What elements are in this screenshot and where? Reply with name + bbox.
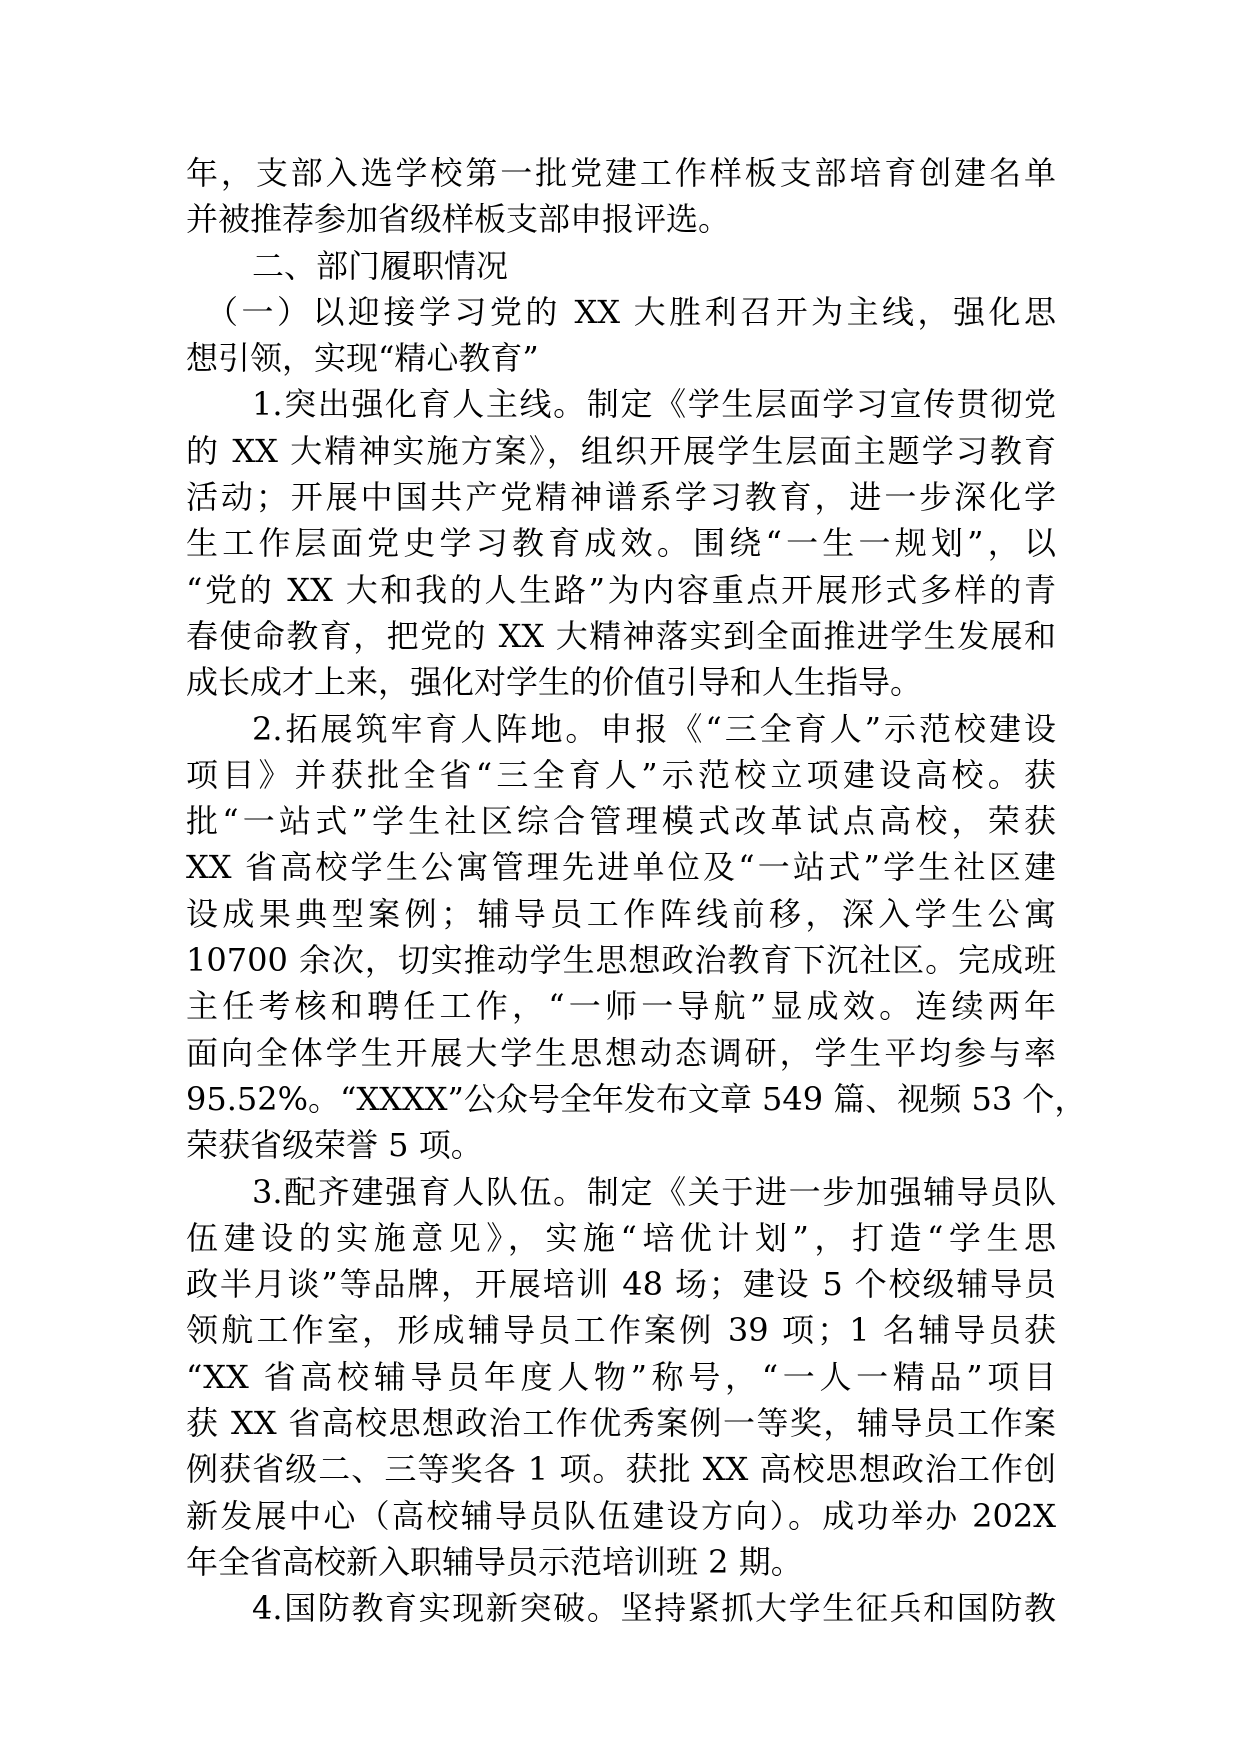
text-line: “党的 XX 大和我的人生路”为内容重点开展形式多样的青 (186, 570, 1056, 609)
text-line: 3.配齐建强育人队伍。制定《关于进一步加强辅导员队 (252, 1172, 1056, 1211)
text-line: 并被推荐参加省级样板支部申报评选。 (186, 200, 731, 239)
text-line: 领航工作室，形成辅导员工作案例 39 项；1 名辅导员获 (186, 1311, 1056, 1350)
text-line: 设成果典型案例；辅导员工作阵线前移，深入学生公寓 (186, 894, 1056, 933)
text-line: “XX 省高校辅导员年度人物”称号，“一人一精品”项目 (186, 1357, 1056, 1396)
text-line: 2.拓展筑牢育人阵地。申报《“三全育人”示范校建设 (252, 709, 1056, 748)
text-line: 10700 余次，切实推动学生思想政治教育下沉社区。完成班 (186, 941, 1056, 980)
text-line: 春使命教育，把党的 XX 大精神落实到全面推进学生发展和 (186, 616, 1056, 655)
text-line: XX 省高校学生公寓管理先进单位及“一站式”学生社区建 (186, 848, 1056, 887)
text-line: 面向全体学生开展大学生思想动态调研，学生平均参与率 (186, 1033, 1056, 1072)
text-line: 4.国防教育实现新突破。坚持紧抓大学生征兵和国防教 (252, 1589, 1056, 1628)
text-line: 伍建设的实施意见》，实施“培优计划”，打造“学生思 (186, 1218, 1056, 1257)
text-line: 活动；开展中国共产党精神谱系学习教育，进一步深化学 (186, 478, 1056, 517)
text-line: 项目》并获批全省“三全育人”示范校立项建设高校。获 (186, 755, 1056, 794)
text-line: （一）以迎接学习党的 XX 大胜利召开为主线，强化思 (206, 292, 1056, 331)
text-line: 例获省级二、三等奖各 1 项。获批 XX 高校思想政治工作创 (186, 1450, 1056, 1489)
text-line: 成长成才上来，强化对学生的价值引导和人生指导。 (186, 663, 923, 702)
text-line: 政半月谈”等品牌，开展培训 48 场；建设 5 个校级辅导员 (186, 1265, 1056, 1304)
text-line: 二、部门履职情况 (252, 246, 509, 285)
document-page (186, 150, 1087, 1632)
text-line: 1.突出强化育人主线。制定《学生层面学习宣传贯彻党 (252, 385, 1056, 424)
text-line: 的 XX 大精神实施方案》，组织开展学生层面主题学习教育 (186, 431, 1056, 470)
text-line: 想引领，实现“精心教育” (186, 339, 539, 378)
text-line: 年，支部入选学校第一批党建工作样板支部培育创建名单 (186, 154, 1056, 192)
text-line: 生工作层面党史学习教育成效。围绕“一生一规划”，以 (186, 524, 1056, 563)
text-line: 荣获省级荣誉 5 项。 (186, 1126, 483, 1165)
text-line: 新发展中心（高校辅导员队伍建设方向）。成功举办 202X (186, 1496, 1056, 1535)
text-line: 年全省高校新入职辅导员示范培训班 2 期。 (186, 1542, 803, 1581)
text-line: 95.52%。“XXXX”公众号全年发布文章 549 篇、视频 53 个， (186, 1079, 1087, 1118)
text-line: 批“一站式”学生社区综合管理模式改革试点高校，荣获 (186, 802, 1056, 841)
text-line: 主任考核和聘任工作，“一师一导航”显成效。连续两年 (186, 987, 1056, 1026)
text-line: 获 XX 省高校思想政治工作优秀案例一等奖，辅导员工作案 (186, 1404, 1056, 1443)
